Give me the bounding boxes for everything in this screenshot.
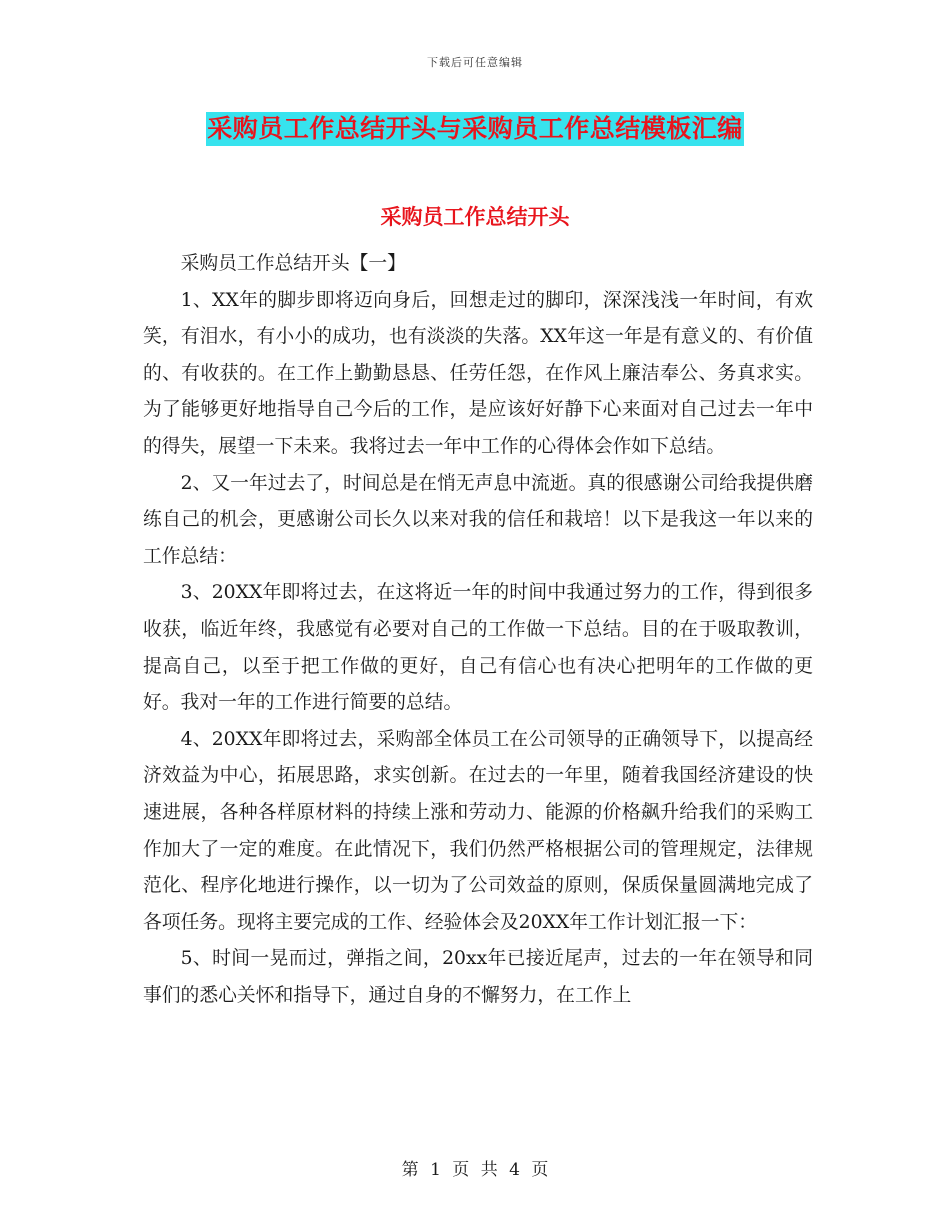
main-title: 采购员工作总结开头与采购员工作总结模板汇编 <box>206 112 744 146</box>
section-title: 采购员工作总结开头 <box>380 204 570 229</box>
main-title-wrap <box>0 112 950 146</box>
header-note: 下载后可任意编辑 <box>427 56 523 69</box>
paragraph-2: 2、又一年过去了，时间总是在悄无声息中流逝。真的很感谢公司给我提供磨练自己的机会，更感谢公司长久以来对我的信任和栽培！以下是我这一年以来的工作总结： <box>143 472 813 567</box>
paragraph-1: 1、XX年的脚步即将迈向身后，回想走过的脚印，深深浅浅一年时间，有欢笑，有泪水，有小小的成功，也有淡淡的失落。XX年这一年是有意义的、有价值的、有收获的。在工作上勤勤恳恳、任劳任怨，在作风上廉洁奉公、务真求实。为了能够更好地指导自己今后的工作，是应该好好静下心来面对自己过去一年中的得失，展望一下未来。我将过去一年中工作的心得体会作如下总结。 <box>143 289 813 457</box>
document-body <box>143 220 813 1014</box>
paragraph-4: 4、20XX年即将过去，采购部全体员工在公司领导的正确领导下，以提高经济效益为中心，拓展思路，求实创新。在过去的一年里，随着我国经济建设的快速进展，各种各样原材料的持续上涨和劳动力、能源的价格飙升给我们的采购工作加大了一定的难度。在此情况下，我们仍然严格根据公司的管理规定，法律规范化、程序化地进行操作，以一切为了公司效益的原则，保质保量圆满地完成了各项任务。现将主要完成的工作、经验体会及20XX年工作计划汇报一下： <box>143 728 813 933</box>
paragraph-3: 3、20XX年即将过去，在这将近一年的时间中我通过努力的工作，得到很多收获，临近年终，我感觉有必要对自己的工作做一下总结。目的在于吸取教训，提高自己，以至于把工作做的更好，自己有信心也有决心把明年的工作做的更好。我对一年的工作进行简要的总结。 <box>143 582 813 714</box>
subheading: 采购员工作总结开头【一】 <box>180 253 406 274</box>
paragraph-5: 5、时间一晃而过，弹指之间，20xx年已接近尾声，过去的一年在领导和同事们的悉心关怀和指导下，通过自身的不懈努力，在工作上 <box>143 948 813 1006</box>
page-number: 第 1 页 共 4 页 <box>401 1160 549 1180</box>
